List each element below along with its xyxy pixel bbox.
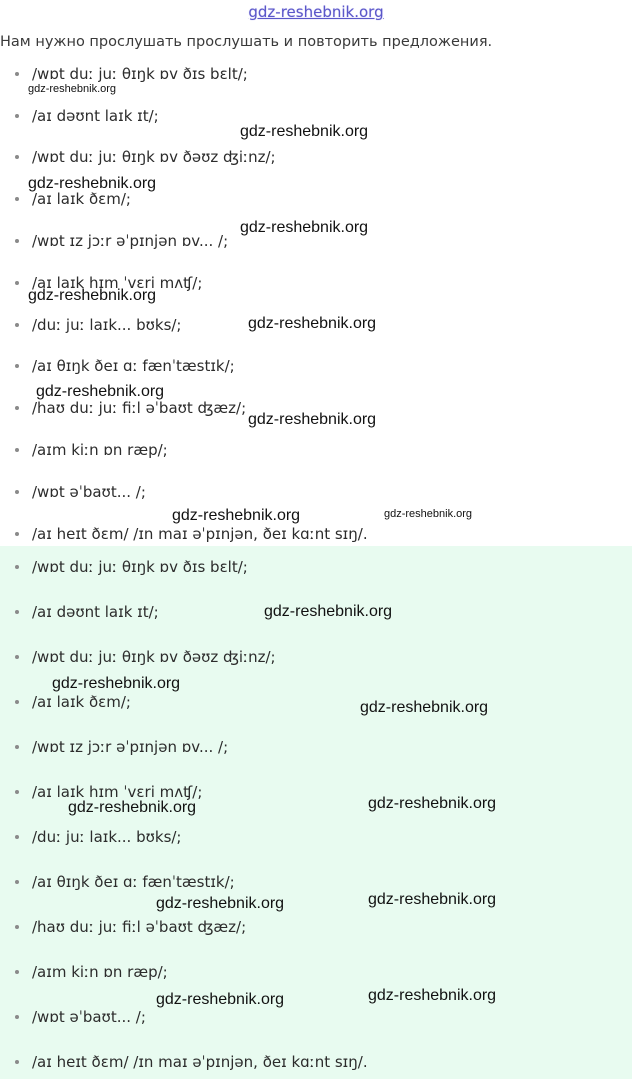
watermark: gdz-reshebnik.org — [28, 287, 157, 304]
phonetic-line: /aɪm kiːn ɒn ræp/; — [32, 963, 168, 981]
bullet — [15, 880, 19, 884]
site-header — [0, 0, 632, 26]
phonetic-line: /wɒt əˈbaʊt... /; — [32, 483, 146, 501]
bullet — [15, 1060, 19, 1064]
watermark: gdz-reshebnik.org — [68, 799, 197, 816]
phonetic-line: /aɪ laɪk hɪm ˈvɛri mʌʧ/; — [32, 274, 203, 292]
phonetic-line: /wɒt əˈbaʊt... /; — [32, 1008, 146, 1026]
bullet — [15, 655, 19, 659]
phonetic-line: /aɪ dəʊnt laɪk ɪt/; — [32, 603, 159, 621]
phonetic-line: /aɪ heɪt ðɛm/ /ɪn maɪ əˈpɪnjən, ðeɪ kɑːnt sɪŋ/. — [32, 525, 368, 543]
watermark: gdz-reshebnik.org — [240, 123, 369, 140]
bullet — [15, 835, 19, 839]
site-logo-link[interactable]: gdz-reshebnik.org — [248, 3, 384, 21]
phonetic-line: /haʊ duː juː fiːl əˈbaʊt ʤæz/; — [32, 399, 247, 417]
phonetic-line: /aɪm kiːn ɒn ræp/; — [32, 441, 168, 459]
watermark: gdz-reshebnik.org — [264, 603, 393, 620]
watermark: gdz-reshebnik.org — [248, 315, 377, 332]
phonetic-line: /wɒt duː juː θɪŋk ɒv ðəʊz ʤiːnz/; — [32, 148, 276, 166]
phonetic-line: /wɒt ɪz jɔːr əˈpɪnjən ɒv... /; — [32, 738, 229, 756]
watermark: gdz-reshebnik.org — [172, 507, 301, 524]
watermark: gdz-reshebnik.org — [240, 219, 369, 236]
bullet — [15, 490, 19, 494]
bullet — [15, 72, 19, 76]
bullet — [15, 323, 19, 327]
phonetic-line: /aɪ θɪŋk ðeɪ ɑː fænˈtæstɪk/; — [32, 357, 235, 375]
bullet — [15, 239, 19, 243]
bullet — [15, 281, 19, 285]
phonetic-line: /aɪ heɪt ðɛm/ /ɪn maɪ əˈpɪnjən, ðeɪ kɑːnt sɪŋ/. — [32, 1053, 368, 1071]
bullet — [15, 114, 19, 118]
watermark: gdz-reshebnik.org — [28, 83, 117, 95]
watermark: gdz-reshebnik.org — [248, 411, 377, 428]
bullet — [15, 364, 19, 368]
bullet — [15, 700, 19, 704]
phonetic-line: /wɒt duː juː θɪŋk ɒv ðəʊz ʤiːnz/; — [32, 648, 276, 666]
watermark: gdz-reshebnik.org — [384, 508, 473, 520]
watermark: gdz-reshebnik.org — [368, 795, 497, 812]
phonetic-line: /duː juː laɪk... bʊks/; — [32, 828, 182, 846]
watermark: gdz-reshebnik.org — [360, 699, 489, 716]
phonetic-line: /aɪ dəʊnt laɪk ɪt/; — [32, 107, 159, 125]
bullet — [15, 925, 19, 929]
bullet — [15, 970, 19, 974]
bullet — [15, 448, 19, 452]
bullet — [15, 197, 19, 201]
phonetic-line: /aɪ laɪk ðɛm/; — [32, 190, 131, 208]
bullet — [15, 610, 19, 614]
bullet — [15, 406, 19, 410]
watermark: gdz-reshebnik.org — [52, 675, 181, 692]
bullet — [15, 532, 19, 536]
phonetic-line: /haʊ duː juː fiːl əˈbaʊt ʤæz/; — [32, 918, 247, 936]
phonetic-line: /aɪ laɪk hɪm ˈvɛri mʌʧ/; — [32, 783, 203, 801]
phonetic-line: /duː juː laɪk... bʊks/; — [32, 316, 182, 334]
watermark: gdz-reshebnik.org — [28, 175, 157, 192]
watermark: gdz-reshebnik.org — [36, 383, 165, 400]
bullet — [15, 790, 19, 794]
bullet — [15, 155, 19, 159]
watermark: gdz-reshebnik.org — [156, 991, 285, 1008]
phonetic-line: /wɒt duː juː θɪŋk ɒv ðɪs bɛlt/; — [32, 558, 248, 576]
watermark: gdz-reshebnik.org — [156, 895, 285, 912]
intro-text: Нам нужно прослушать прослушать и повторить предложения. — [0, 34, 493, 50]
watermark: gdz-reshebnik.org — [368, 891, 497, 908]
bullet — [15, 745, 19, 749]
bullet — [15, 565, 19, 569]
phonetic-line: /aɪ θɪŋk ðeɪ ɑː fænˈtæstɪk/; — [32, 873, 235, 891]
watermark: gdz-reshebnik.org — [368, 987, 497, 1004]
phonetic-line: /wɒt duː juː θɪŋk ɒv ðɪs bɛlt/; — [32, 65, 248, 83]
bullet — [15, 1015, 19, 1019]
phonetic-line: /aɪ laɪk ðɛm/; — [32, 693, 131, 711]
phonetic-line: /wɒt ɪz jɔːr əˈpɪnjən ɒv... /; — [32, 232, 229, 250]
